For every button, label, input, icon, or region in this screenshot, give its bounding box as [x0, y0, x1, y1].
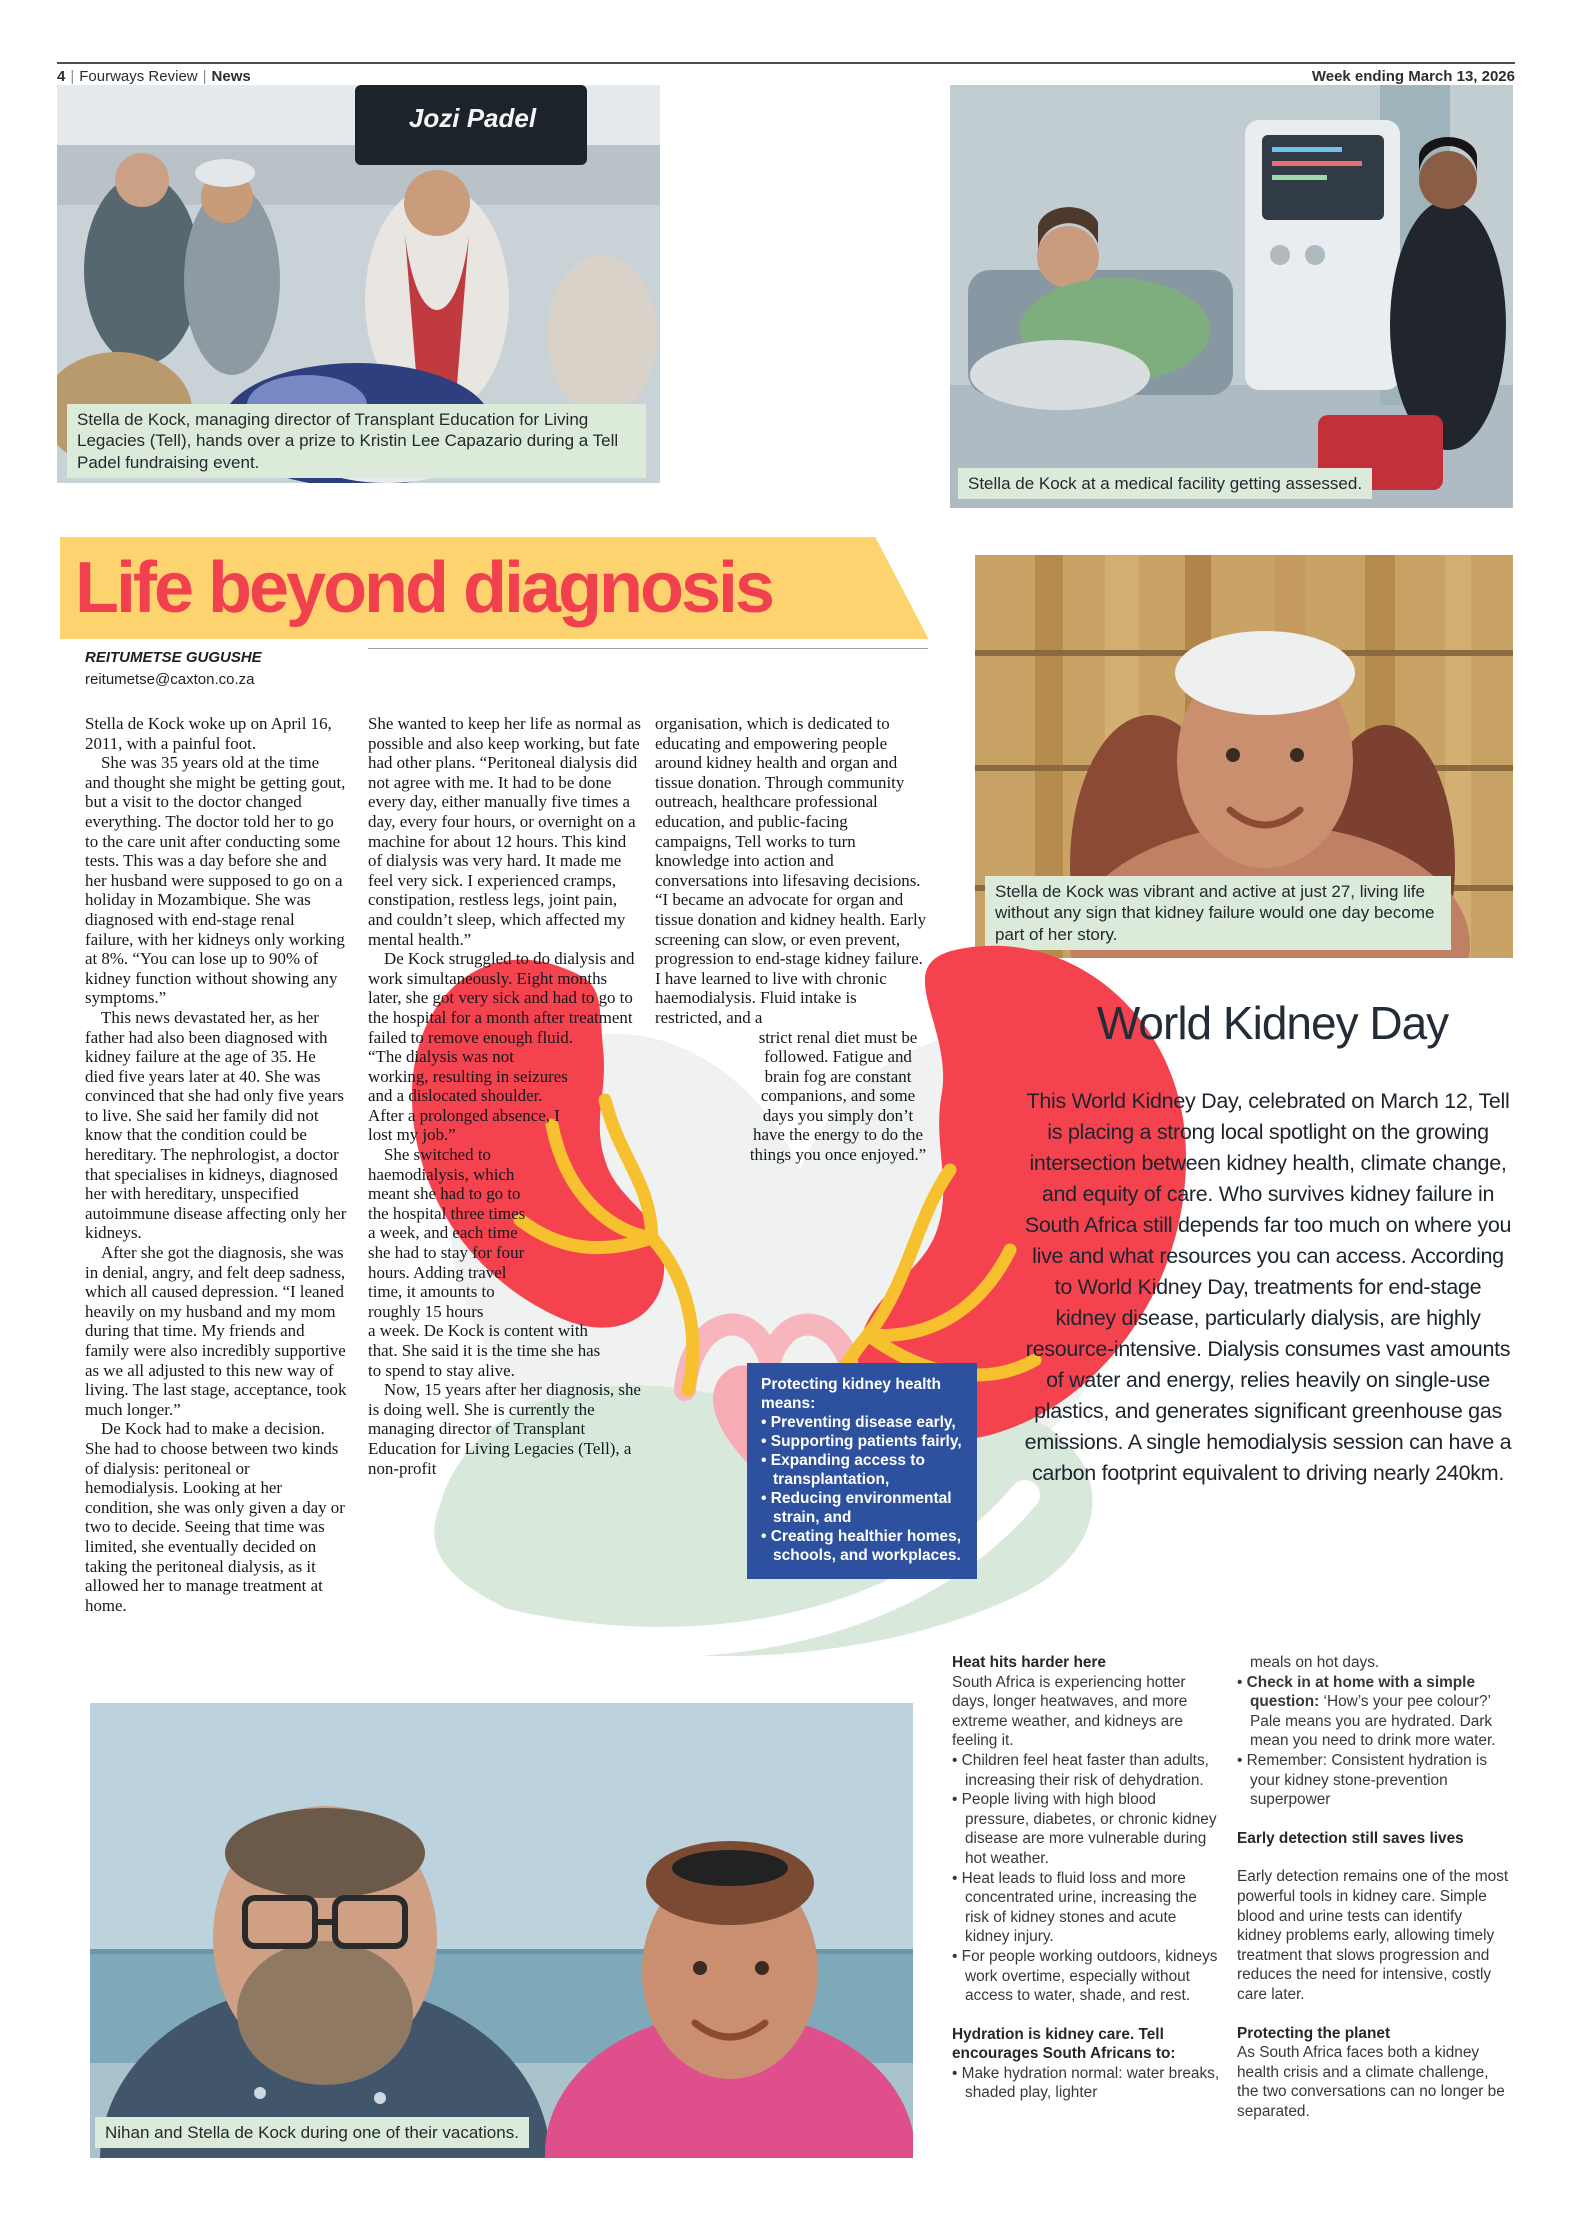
paragraph: • Expanding access to transplantation,	[761, 1451, 963, 1489]
photo-padel-event	[57, 85, 660, 483]
text-block: • Heat leads to fluid loss and more concentrated urine, increasing the risk of kidney stones and acute kidney injury.	[952, 1869, 1220, 1947]
paragraph: • Preventing disease early,	[761, 1413, 963, 1432]
text-block: • Remember: Consistent hydration is your kidney stone-prevention superpower	[1237, 1751, 1509, 1810]
paragraph: strict renal diet must be followed. Fatigue and brain fog are constant companions, and some days you simply don’t have the energy to do the things you once enjoyed.”	[749, 1027, 927, 1165]
subheading: Protecting the planet	[1237, 2024, 1391, 2042]
column3-full-segment	[655, 714, 927, 1028]
photo-sign-text: Jozi Padel	[408, 103, 537, 133]
column2-narrow-segment-3	[368, 1321, 603, 1380]
photo-vacation	[90, 1703, 913, 2158]
paragraph: organisation, which is dedicated to educating and empowering people around kidney health and organ and tissue donation. Through community outreach, healthcare professional education, and public-facing campaigns, Tell works to turn knowledge into action and conversations into lifesaving decisions. “I became an advocate for organ and tissue donation and kidney health. Early screening can slow, or even prevent, progression to end-stage kidney failure. I have learned to live with chronic haemodialysis. Fluid intake is restricted, and a	[655, 714, 927, 1027]
article-column-3	[655, 714, 927, 1165]
world-kidney-day-title: World Kidney Day	[1096, 997, 1449, 1049]
text-block: Early detection remains one of the most powerful tools in kidney care. Simple blood and urine tests can identify kidney problems early, allowing timely treatment that slows progression and reduces the need for intensive, costly care later.	[1237, 1868, 1509, 2003]
subheading: Early detection still saves lives	[1237, 1829, 1464, 1847]
paragraph: Stella de Kock woke up on April 16, 2011, with a painful foot.	[85, 714, 332, 753]
advice-column-left	[952, 1653, 1220, 2103]
article-column-2	[368, 714, 642, 1478]
byline-rule	[368, 648, 928, 649]
infobox-items	[761, 1413, 963, 1565]
text-block: • Children feel heat faster than adults, increasing their risk of dehydration.	[952, 1751, 1220, 1790]
paragraph: She wanted to keep her life as normal as possible and also keep working, but fate had other plans. “Peritoneal dialysis did not agree with me. It had to be done every day, either manually five times a day, every four hours, or overnight on a machine for about 12 hours. This kind of dialysis was very hard. It made me feel very sick. I experienced cramps, constipation, restless legs, joint pain, and couldn’t sleep, which affected my mental health.”	[368, 714, 641, 949]
section-name: News	[211, 68, 251, 85]
photo-medical-facility	[950, 85, 1513, 508]
paragraph: She was 35 years old at the time and thought she might be getting gout, but a visit to the doctor changed everything. The doctor told her to go to the care unit after conducting some tests. This was a day before she and her husband were supposed to go on a holiday in Mozambique. She was diagnosed with end-stage renal failure, with her kidneys only working at 8%. “You can lose up to 90% of kidney function without showing any symptoms.”	[85, 753, 346, 1008]
advice-column-right	[1237, 1653, 1509, 2121]
masthead-rule	[57, 62, 1515, 64]
column2-narrow-segment-2	[368, 1145, 528, 1321]
page-number: 4	[57, 68, 66, 85]
headline: Life beyond diagnosis	[75, 548, 773, 628]
text-block	[1237, 1848, 1509, 1867]
text-block	[1237, 2005, 1509, 2024]
photo-caption-vacation: Nihan and Stella de Kock during one of their vacations.	[95, 2117, 529, 2149]
text-block	[1237, 1810, 1509, 1829]
paragraph: She switched to haemodialysis, which meant she had to go to the hospital three times a week, and each time she had to stay for four hours. Adding travel time, it amounts to roughly 15 hours	[368, 1145, 526, 1321]
paragraph: • Reducing environmental strain, and	[761, 1489, 963, 1527]
photo-caption-padel: Stella de Kock, managing director of Transplant Education for Living Legacies (Tell), hands over a prize to Kristin Lee Capazario during a Tell Padel fundraising event.	[67, 404, 646, 479]
paragraph: Now, 15 years after her diagnosis, she is doing well. She is currently the managing director of Transplant Education for Living Legacies (Tell), a non-profit	[368, 1380, 641, 1478]
text-block: South Africa is experiencing hotter days, longer heatwaves, and more extreme weather, and kidneys are feeling it.	[952, 1673, 1188, 1750]
paragraph: a week. De Kock is content with that. She said it is the time she has to spend to stay alive.	[368, 1321, 601, 1380]
paragraph: De Kock struggled to do dialysis and work simultaneously. Eight months later, she got very sick and had to go to the hospital for a month after treatment	[368, 949, 635, 1027]
photo-caption-medical: Stella de Kock at a medical facility getting assessed.	[958, 468, 1372, 500]
paragraph: • Creating healthier homes, schools, and workplaces.	[761, 1527, 963, 1565]
publication-name: Fourways Review	[79, 68, 198, 85]
masthead-separator: |	[202, 68, 207, 85]
column2-full-segment	[368, 714, 642, 1028]
paragraph: After she got the diagnosis, she was in denial, angry, and felt deep sadness, which all caused depression. “I leaned heavily on my husband and my mom during that time. My friends and family were also incredibly supportive as we all adjusted to this new way of living. The last stage, acceptance, took much longer.”	[85, 1243, 347, 1419]
paragraph: This news devastated her, as her father had also been diagnosed with kidney failure at the age of 35. He died five years later at 40. She was convinced that she had only five years to live. She said her family did not know that the condition could be hereditary. The nephrologist, a doctor that specialises in kidneys, diagnosed her with hereditary, unspecified autoimmune disease affecting only her kidneys.	[85, 1007, 347, 1243]
column3-narrow-segment	[747, 1028, 929, 1165]
photo-caption-portrait: Stella de Kock was vibrant and active at just 27, living life without any sign that kidney failure would one day become part of her story.	[985, 876, 1451, 951]
kidney-health-infobox	[747, 1363, 977, 1579]
text-block: • People living with high blood pressure, diabetes, or chronic kidney disease are more vulnerable during hot weather.	[952, 1790, 1220, 1868]
subheading: Hydration is kidney care. Tell encourages South Africans to:	[952, 2025, 1176, 2063]
text-block: • Check in at home with a simple question: ‘How’s your pee colour?’ Pale means you are hydrated. Dark mean you need to drink more water.	[1237, 1673, 1509, 1751]
text-block: • Make hydration normal: water breaks, shaded play, lighter	[952, 2064, 1220, 2103]
infobox-title: Protecting kidney health means:	[761, 1376, 942, 1412]
text-block: As South Africa faces both a kidney health crisis and a climate challenge, the two conversations can no longer be separated.	[1237, 2044, 1505, 2120]
article-column-1	[85, 714, 347, 1615]
text-block	[952, 2006, 1220, 2025]
masthead-separator: |	[70, 68, 75, 85]
byline-author: REITUMETSE GUGUSHE	[85, 649, 262, 666]
paragraph: De Kock had to make a decision. She had to choose between two kinds of dialysis: peritoneal or hemodialysis. Looking at her condition, she was only given a day or two to decide. Seeing that time was limited, she eventually decided on taking the peritoneal dialysis, as it allowed her to manage treatment at home.	[85, 1419, 345, 1615]
subheading: Heat hits harder here	[952, 1654, 1106, 1671]
byline-email: reitumetse@caxton.co.za	[85, 671, 255, 688]
paragraph: failed to remove enough fluid. “The dialysis was not working, resulting in seizures and a dislocated shoulder. After a prolonged absence, I lost my job.”	[368, 1027, 573, 1145]
photo-vacation-illustration	[90, 1703, 913, 2158]
masthead-date: Week ending March 13, 2026	[1311, 68, 1515, 85]
world-kidney-day-body: This World Kidney Day, celebrated on March 12, Tell is placing a strong local spotlight on the growing intersection between kidney health, climate change, and equity of care. Who survives kidney failure in South Africa still depends far too much on where you live and what resources you can access. According to World Kidney Day, treatments for end-stage kidney disease, particularly dialysis, are highly resource-intensive. Dialysis consumes vast amounts of water and energy, relies heavily on single-use plastics, and generates significant greenhouse gas emissions. A single hemodialysis session can have a carbon footprint equivalent to driving nearly 240km.	[1024, 1089, 1512, 1485]
text-block: meals on hot days.	[1250, 1654, 1380, 1671]
photo-portrait	[975, 555, 1513, 958]
column2-narrow-segment-1	[368, 1028, 573, 1146]
text-block: • For people working outdoors, kidneys work overtime, especially without access to water, shade, and rest.	[952, 1947, 1220, 2006]
masthead-left	[57, 68, 251, 86]
photo-medical-illustration	[950, 85, 1513, 508]
paragraph: • Supporting patients fairly,	[761, 1432, 963, 1451]
column2-end-segment	[368, 1380, 642, 1478]
